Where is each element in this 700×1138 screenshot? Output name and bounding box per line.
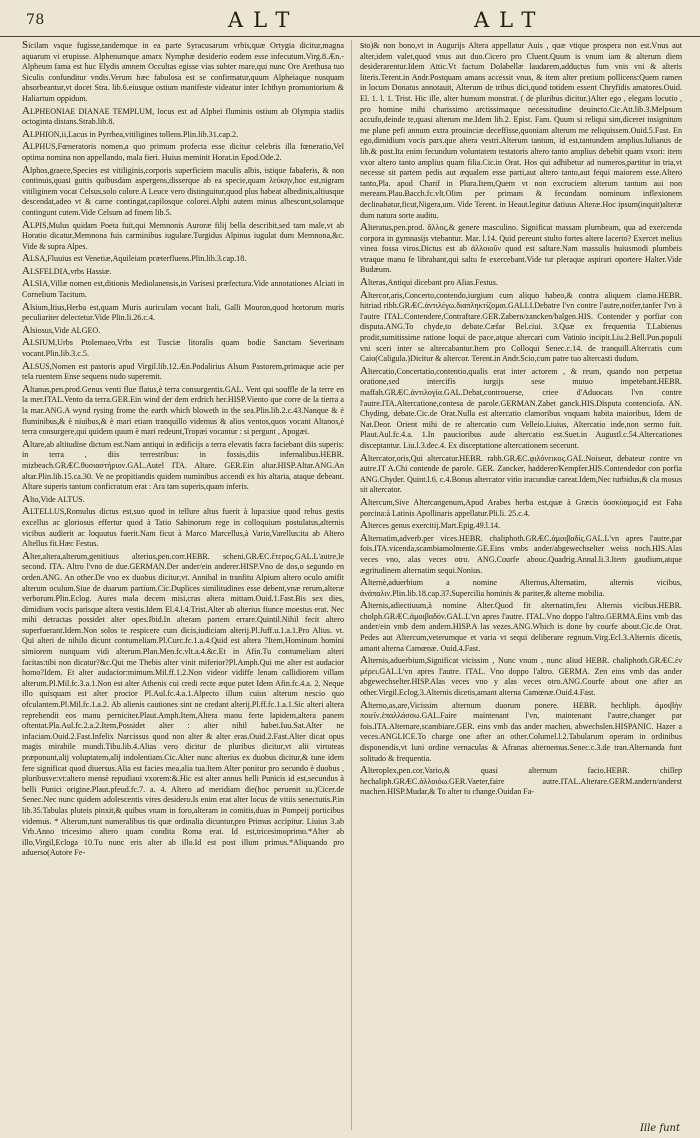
entry-altanus: Altanus,pen.prod.Genus venti flue flatus,è terra consurgentis.GAL. Vent qui souffle de la terre en la mer.ITAL.Vento da terra.GER.Ein wind der dem erdrich her.HISP.Viento que corre de la tierra a la mar.ANG.A wynd rysing frome the earth which bloweth in the sea.Plin.lib.2.c.43.Nanque & è fluminibus,& è niuibus,& è mari etiam tranquillo videmus & alios ventos,quos vocant Altanos,è terra consurgere,qui quidem quum è mari redeunt,Tropæi vocantur : si pergunt , Apogæi.	[22, 382, 344, 437]
left-column	[22, 40, 344, 1130]
entry-alto: Alto,Vide ALTUS.	[22, 492, 85, 505]
entry-alsa: ALSA,Fluuius est Venetiæ,Aquileiam præterfluens.Plin.lib.3.cap.18.	[22, 252, 247, 265]
entry-alphion: ALPHION,ii,Lacus in Pyrrhea,vitiligines tollens.Plin.lib.31.cap.2.	[22, 127, 239, 140]
entry-altercatio: Altercatio,Concertatio,contentio,qualis erat inter actorem , & reum, quando non perpetua oratione,sed intercifis iurgijs sese mutuo impetebant.HEBR. maffah.GRÆC.ἀντιλογία.GAL.Debat,controuerse, criee d'Aduocats l'vn contre l'autre.ITA.Altercatione,contesa de parole.GERMAN.Zabet ganck.HIS.Disputa contenciofa. AN. Chyding, debate.Cic.de Orat.Nulla est altercatio clamoribus vnquam habita maioribus, Idem de Nat.Deor. Orient mihi de re altercatio cum Velleio.Liuius, Altercatio inde,non sermo fuit. Plaut.Aul.fc.4.a. 1.In paucioribus aude altercatio est.Suet.in Augustl.c.54.Altercationes disceptantur. Liu.l.3.dec.4. Ex disceptatione altercationem secerunt.	[360, 364, 682, 450]
entry-alpheoniae: ALPHEONIAE DIANAE TEMPLUM, locus est ad Alphei fluminis ostium ab Olympia stadiis octoginta distans.Strab.lib.8.	[22, 104, 344, 127]
right-column	[360, 40, 682, 1130]
page-header	[0, 6, 700, 37]
entry-alternatim: Alternatim,adverb.per vices.HEBR. chaliphoth.GRÆC.ἀμοιβαδίς.GAL.L'vn apres l'autre,par fois.ITA.vicenda,scambiamolmente.GE.Eins vmbs ander/abgewechselter weiss noch.HIS.Alas veces vno, alas veces otro. ANG.Courfe abouc.Quadrig.Annal.li.3.Item gaudium,atque ægritudinem alternatim sequi.Nonius.	[360, 531, 682, 575]
running-head-left: ALT	[228, 8, 300, 32]
running-head-right: ALT	[474, 8, 546, 32]
entry-alterces: Alterces genus exercitij.Mart.Epig.49.l.14.	[360, 519, 501, 532]
entry-altercator: Altercator,oris,Qui altercatur.HEBR. rabh.GRÆC.φιλόνεικος.GAL.Noiseur, debateur contre vn autre.IT A.Chi contende de parole. GER. Zancker, hadderer/Kempfer.HIS.Contendedor con porfia ANG.Chyder. Quint.l.6. c.4.Bonus altercator vitio iracundiæ careat.Idem,Nec turbidus,& cla mosus sit altercator.	[360, 451, 682, 495]
entry-alphus: ALPHUS,Fœneratoris nomen,a quo primum profecta esse dicitur celebris illa fœneratio,Vel optima nomina non appellando, mala fieri. Huius meminit Horat.in Epod.Ode.2.	[22, 140, 344, 162]
entry-alteroplex: Alteroplex,pen.cor.Vario,& quasi alternum facio.HEBR. chillep hechaliph.GRÆC.ἀλλοιόω.GER.Vaeter,faire autre.ITAL.Alterare.GERM.andern/anderst machen.HISP.Mudar,& To alter to change.Ouidan Fa-	[360, 764, 682, 797]
entry-altellus: ALTELLUS,Romulus dictus est,suo quod in tellure altus fuerit à lupa:siue quod rebus gestis excellus ac gloriosus effertur quod à Tatio Sabinorum rege in colloquium postulatus,alternis vicibus audierit ac loquutus fuerit.Nam ficut à Marco Marcellus,à Vario,Varellus:ita ab Altero Altellus fit.Hæc Festus.	[22, 505, 344, 549]
entry-alsium-herba: Alsium,Itius,Herba est,quam Muris auriculam vocant Itali, Galli Mouron,quod hortorum muris peculiariter delectetur.Vide Plin.li.26.c.4.	[22, 300, 344, 323]
entry-alpheus: Sicilam vsque fugisse,tandemque in ea parte Syracusarum vrbis,quæ Ortygia dicitur,magna aquarum vi erupisse. Alphenumque amarx Nymphæ desiderio eodem esse infecutum.Virg.8.Æn.-Alpheum fama est huc Elydis amnem Occultas egisse vias subter mare,qui nunc Ore Arethusa tuo Siculis confunditur vndis.Verum hæc fabulosa est se confirmatur,quum Alpheiaque nusquam absorbeantur,vt docet Stra. lib.6.eiusque ostium manifeste videatur inter Ichthyn promontorium & Haliartum oppidum.	[22, 40, 344, 103]
entry-alterno: Alterno,as,are,Vicissim alternum duorum ponere. HEBR. hechliph. ἀμοιβὴν ποιεῖν.ἐπαλλάσσω.GAL.Faire maintenant l'vn, maintenant l'autre,changer par fois.ITA.Alternare,scambiare.GER. eins vmb das ander machen, abwechslen.HISPANIC. Hazer a veces.ANGLICE.To charge one after an other.Columel.l.2.Tabularum operam in ordinibus disponendis,vt Iuni ordine vernaculas & Afranas alternemus.Senec.c.3.de tran.Alternanda funt solitudo & frequentia.	[360, 698, 682, 763]
entry-altercor: Altercor,aris,Concerto,contendo,iurgium cum aliquo habeo,& contra aliquem clamo.HEBR. hitriad ribh.GRÆC.ἀντιλέγω.διαπληκτίζομαι.GALLI.Debatre l'vn contre l'autre,noifer,tanfer l'vn à l'autre ITAL.Contendere,Contraftare.GER.Zabern/zancken/balgen.HIS. Contender y porfiar con disputa.ANG.To chyde,to debate.Cæfar Bel.ciui. 3.Quæ ex frequentia T.Labienus prodit,sumitissime ratione loqui de pace,atque altercari cum Vatinio incipit.Liu.2.Bell.Pun.populi vni sceri inter se altercabantur.Item pro Colloqui Senec.c.14. de tranquill.Altercatis cum Caio(Caligula.)Dicitur & altercor. Terent.in Andr.Scio,cum patre tuo altercasti dudum.	[360, 288, 682, 364]
entry-alterne: Alternè,aduerbium a nomine Alternus,Alternatim, alternis vicibus, ἀνάπαλιν.Plin.lib.18.cap.37.Supercilia hominis & pariter,& alterne mobilia.	[360, 576, 682, 598]
entry-alteras: Alteras,Antiqui dicebant pro Alias.Festus.	[360, 276, 498, 289]
entry-alsium-urbs: ALSIUM,Urbs Ptolemaeo,Vrbs est Tusciæ litoralis quam hodie Sanctam Severinam vocant.Plin.lib.3.c.5.	[22, 336, 344, 359]
column-divider	[351, 40, 352, 1130]
entry-alternis: Alternis,aduerbium,Significat vicissim , Nunc vnum , nunc aliud HEBR. chaliphoth.GRÆC.ἐν μέρει.GAL.L'vn apres l'autre. ITAL. Vno doppo l'altro. GERMA. Zen eins vmb das ander abgewechselter.HISP.Alas veces vno y alas veces otro.ANG.Courfe about one after an other.Virgil.Eclog.3.Alternis dicetis,amant alterna Camœnæ.Ouid.4.Fast.	[360, 654, 682, 698]
page-number: 78	[26, 12, 45, 28]
entry-alpis: ALPIS,Mulus quidam Poeta fuit,qui Memnonis Auroræ filij bella describit,sed tam male,vt ab Horatio dicatur,Memnona fuis carminibus iugulare.Turgidus Alpinus iugulat dum Memnona,&c. Vide & supra Alpes.	[22, 218, 344, 251]
entry-alternus: Alternis,adiectiuum,à nomine Alter.Quod fit alternatim,feu Alternis vicibus.HEBR. cholph.GRÆC.ἀμοιβαδόν.GAL.L'vn apres l'autre. ITAL.Vno doppo l'altro.GERMA.Eins vmb das ander/ein vmb dem andern.HISP.A las vezes.ANG.Which is done by courfe about.Cic.de Orat. Pedes aut Altercum,veterumque et varia vt sequi deliberare regnum.Virg.Ecl.3.Alternis dicetis, amant alterna Camœnæ. Ouid.4.Fast.	[360, 599, 682, 653]
entry-alter: Alter,altera,alterum,genitiuus alterius,pen.corr.HEBR. scheni.GRÆC.ἕτερος.GAL.L'autre,le second. ITA. Altro l'vno de due.GERMAN.Der ander/ein anderer.HISP.Vno de dos,o segundo en orden.ANG. An other.De vno ex duobus dicitur,vt. Annibal in tranfitu Alpium altero oculo amifit alterum oculum.Siue de duarum partium.Cic.Duplices similitudines esse debent,vnæ rerum,alteræ verborum.Plin.Eclog. Aures mala decem misi,cras altera mittam.Ouid.1.Fast.Bis sex dies, dimidium vocis parisque altera vestis.Idem El.4.l.4.Trist.Alter ab alterius fiunce moestus erat. Nec mihi detractas possidet alter opes.Ibid.In alteram partem errare.Quintil.Nihil fecit altero superfuerant.Idem.Non solos te respicere cum dicis,iudiciam alterij.Pl.Juff.u.1.a.1.Pro Alius. vt. Qui alteri de nihilo dicunt contumeliam.Pl.Curc.fc.1.a.4.Quid est altera ?Item,Hominum homini simiorem nunquam vidi alterum.Plan.Men.fc.vlt.a.4.&c.Et in Afin.Tu contumeliam alteri facitas:tibi non dicatur?&c.Qui me Thebis alter vinit miferior?Pl.Amph.Qui me alter est audacior homo?Idem. Et alter audacior:mimum.Mil.ff.1.2.Non videor vidiffe lenam callidiorem villam alterum.Pl.Mil.fc.3.a.1.Non est alter Athenis cui credi recte æque putet Idem Afin.fc.4.a. 2. Neque illo quisquam est alter procior Pl.Aul.fc.4.a.1.Alpecto illum cuius alterum nescio quo ofculantem.Pl.Mil.fc.1.a.2. Ab alienis cautiones sint ne credant alterij.Pl.ff.fc.1.a.1.Sic alteri altera reprehendit eos manu perniciter.Plaut.Amph.Item,Altera manu ferte lapidem,altera panem oftentat.Pla.Aul.fc.2.a.2.Item,Possidet alter : alter nihil habet.Iuu.Sat.Alter ne infaciam.Ouid.2.Fast.Infelix Narcissus quod non alter & alter eras.Ouid.2.Fast.Alter dicat opus magis mirabile mundi.Tibu.lib.4.Alias vero dicitur de pluribus dicitur,vt alii virtuteas præponunt,alij voluptatem,alij indolentiam.Cic.Alter nunc alterius ex duobus dicitur,& tune idem fere significat quod diuersus.Alia est facies mea,alia tua.Item Alter ponitur pro secundo è duobus , pluribusve:vt:altero mensè repudiaui vxorem:&.Hic est alter annus belli Punicis id est,secundus à belli Punici origine.Plaut.pfeud.fc.7. a. 4. Altero ad meridiam die(hoc peruenit su.)Cicer.de Senec.Nec nunc quidem adolescentis vires desidero.Is enim erat alter locus de vitiis senectutis.P.in lib.35.Tabulas pluteis pinxit,& quibus vnam in foro,alteram in comitis,duas in Pompeij porticibus videmus. * Alterum,tunt numeralibus tis quæ ordinalia dicuntur,pro Primus accipitur. Liuius 3.ab Vrb.Anno tricesimo altero quam condita Roma erat. Id est,tricesimoprimo.*Alter ab illo,Virgil,Ecloga 10.Tu nunc eris alter ab illo.Id est post illum primus.*Aliquando pro aduerso(Autore Fe-	[22, 549, 344, 858]
entry-altare: Altare,ab altitudine dictum est.Nam antiqui in ædificijs a terra elevatis facra faciebant diis superis: in terra , diis terrestribus: in fossis,diis infernalibus.HEBR. mizbeach.GRÆC.θυσιαστήριον.GAL.Autel ITA. Altare. GER.Ein altar.HISP.Altar.ANG.An altar.Plin.lib.15.ca.30. Ve ne propitiandis quidem numinibus accendi ex his altaria, ataque debeant. Altare superis tantum conficratum erat : Ara tam superis,quam inferis.	[22, 437, 344, 492]
entry-alsia: ALSIA,Villæ nomen est,ditionis Mediolanensis,in Varisesi præfectura.Vide annotationes Alciati in Cornelium Tacitum.	[22, 277, 344, 300]
entry-alsfeldia: ALSFELDIA,vrbs Hassiæ.	[22, 264, 112, 277]
entry-altercum: Altercum,Sive Altercangenum,Apud Arabes herba est,quæ à Græcis ὑοσκύαμος,id est Faba porcina:à Latinis Apollinaris appellatur.Pli.li. 25.c.4.	[360, 495, 682, 518]
entry-alphos: Alphos,graece,Species est vitiliginis,corporis superficiem maculis albis, istique fabaferis, & non continuis,quasi guttis quibusdam aspergens,disserque ab ea specie,quam λεύκην,hoc est,nigram vitiliginem vocat Celsus,solo colore.A Leuce vero distinguitur,quod plus habeat albedinis,altiusque descendat,adeo vt & carne contingat,capilosque colorei.Alphi autem minus albescunt,solamque contingunt cutem.Vide Celsum ad finem lib.5.	[22, 163, 344, 217]
entry-alter-continued: sto)& non bono,vt in Augurijs Altera appellatur Auis , quæ vtique prospera non est.Vnus aut alter,idem valet,quod vnus aut duo.Cicero pro Cluent.Quum is vnum iam & alterum diem desiderarentur.Idem Attic.Vt factum Dolabellæ laudarem,adductus fum vnis vni & alteris literis.Terent.in Andr.Postquam amans accessit vnus, & item alter pretium pollicens:Quem ramen in locum Donatus annotauit, Alterum de tribus dici,quod totidem essent Chryfidis amatores.Ouid. El. 1. l. 1. Trist. Hic ille, alter humum monstrat. ( de pluribus dicitur.)Alter ego , elegans locutio , pro homine mihi charissimo arctissimaque necessitudine deuincto.Cic.Att.lib.3.Melpsum accufo,deinde te,quasi alterum me.Idem lib.2. Epist. Fam. Quum si reliqui sim,diceret insignitum me plane pefi annum extra prouinciæ deceffisse,quoniam alterum me reliquissem.Ouid.5.Fast. En ego,dimidium vocis pars.que altera vestri.Alterum tantum, id est,tantundem amplius.Iulianus de lib.& post.Ita enim fecundum voluntatem testatoris altero tanto amplius debebit quam vxori: item vxor altero tanto amplius quam filia.Cic.in Orat. Hos qui adhibetur ad numeros,partitur in tria,vt necesse sit partem pedis aut æqualem esse parti,aut altero tanto,aut fequi maiorem esse.Altero tanto,Pla. apud Charif in Plura.Item,Quem vt non excruciem alterum tantum aui non meream.Plau.Bacch.fc.vlt.Olim per primam & fecundam nominum inflexionem declinabatur,ficut,Nigera,um. Vide Terent. in Heaut.legitur datiuus Alteræ.Hoc ipsum(inquit)alteræ dum natura sorte auditu.	[360, 40, 682, 220]
entry-alteratus: Alteratus,pen.prod. ἄλλος,& genere masculino. Significat massam plumbeam, qua ad exercenda corpora in gymnasijs vtebantur. Mar. l.14. Quid pereunt stulto fortes altere lacerto? Exercet melius vinea fossa viros.Dictus est ab ἀλλοιοῦν quod est saltare.Nam massulis huiusmodi plumbeis vtraque manu fe librabant,qui saltu fe exercebant.Vide tur pleraque aspirari oportere Halter.Vide Budæum.	[360, 221, 682, 275]
catchword: Ille funt	[639, 1123, 680, 1134]
entry-alsiosus: Alsiosus,Vide ALGEO.	[22, 323, 101, 336]
entry-alsus: ALSUS,Nomen est pastoris apud Virgil.lib.12.Æn.Podalirius Alsum Pastorem,primaque acie per tela ruentem Ense sequens nudo superemit.	[22, 359, 344, 382]
